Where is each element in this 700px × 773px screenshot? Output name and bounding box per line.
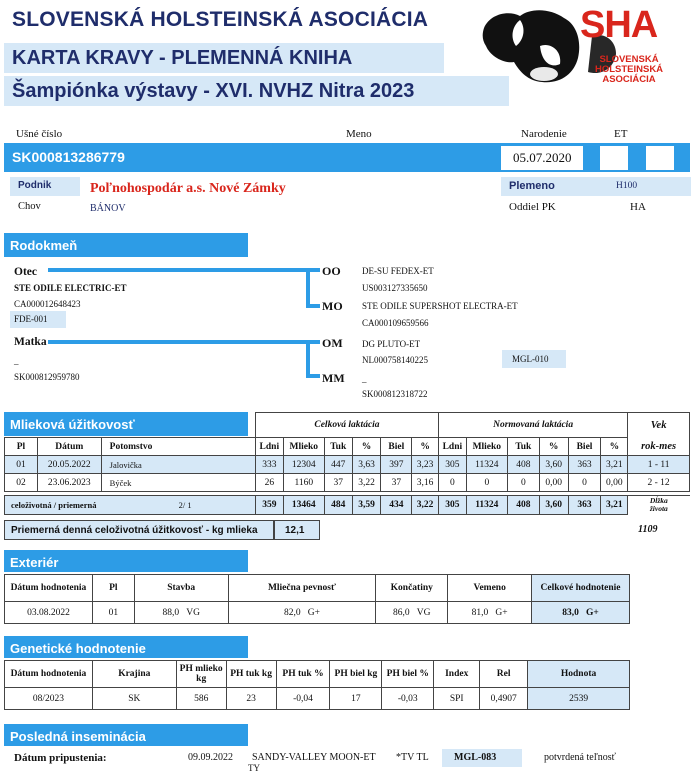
insem-code: MGL-083	[442, 749, 522, 767]
otec-line	[48, 268, 310, 272]
vek-header: Vek	[628, 413, 690, 438]
cell: 434	[381, 496, 412, 515]
avg-value: 12,1	[274, 520, 320, 540]
cell: 02	[5, 474, 38, 492]
mm-id: SK000812318722	[362, 389, 428, 399]
cell: 11324	[466, 496, 507, 515]
table-row	[5, 602, 630, 624]
cell: 0	[466, 474, 507, 492]
matka-id: SK000812959780	[14, 372, 80, 382]
om-label: OM	[322, 336, 343, 350]
col-n-mlieko: Mlieko	[466, 438, 507, 456]
cell: 363	[568, 496, 601, 515]
col-ph-mlieko: PH mlieko kg	[176, 661, 226, 688]
cell: 20.05.2022	[37, 456, 101, 474]
col-rel: Rel	[480, 661, 528, 688]
cell: Jalovička	[101, 456, 255, 474]
cell: -0,03	[382, 688, 434, 710]
chov-value: BÁNOV	[90, 203, 126, 214]
col-potomstvo: Potomstvo	[101, 438, 255, 456]
podnik-label: Podnik	[18, 180, 52, 191]
matka-name: _	[14, 356, 19, 366]
col-ph-tuk-kg: PH tuk kg	[226, 661, 276, 688]
normovana-header: Normovaná laktácia	[438, 413, 627, 438]
avg-label: Priemerná denná celoživotná úžitkovosť - kg mlieka	[4, 520, 274, 540]
mliecna-num: 82,0	[283, 607, 301, 618]
col-vemeno: Vemeno	[448, 575, 532, 602]
cell-stavba	[134, 602, 228, 624]
card-title: KARTA KRAVY - PLEMENNÁ KNIHA	[4, 43, 444, 73]
cell: 17	[330, 688, 382, 710]
logo-line2: HOLSTEINSKÁ ASOCIÁCIA	[594, 64, 664, 85]
total-label: celoživotná / priemerná	[11, 500, 97, 510]
cell: 359	[255, 496, 283, 515]
et-box-2	[646, 146, 674, 170]
oddiel-value: HA	[630, 201, 646, 213]
cell: 3,59	[352, 496, 381, 515]
oo-name: DE-SU FEDEX-ET	[362, 266, 434, 276]
meno-label: Meno	[346, 128, 372, 140]
usne-value: SK000813286779	[12, 149, 125, 165]
insem-tv: *TV TL	[396, 752, 429, 763]
otec-oo-line	[310, 268, 320, 272]
cell: 3,22	[412, 496, 439, 515]
col-tuk-pct: %	[352, 438, 381, 456]
otec-name: STE ODILE ELECTRIC-ET	[14, 283, 127, 293]
cell: 0,00	[539, 474, 568, 492]
col-n-ldni: Ldni	[438, 438, 466, 456]
dlzka-line1: Dĺžka	[649, 496, 668, 506]
cell: Býček	[101, 474, 255, 492]
mm-label: MM	[322, 371, 345, 385]
otec-vline	[306, 268, 310, 308]
cell-koncatiny	[376, 602, 448, 624]
oo-label: OO	[322, 264, 341, 278]
total-label-cell	[5, 496, 256, 515]
logo-subtitle	[568, 55, 690, 85]
insem-header: Posledná inseminácia	[4, 724, 248, 746]
dlzka-line2: života	[649, 504, 668, 514]
cell: 23	[226, 688, 276, 710]
logo-mark: SHA	[580, 4, 658, 46]
cell: 3,23	[412, 456, 439, 474]
col-n-biel: Biel	[568, 438, 601, 456]
cell: 26	[255, 474, 283, 492]
col-pl: Pl	[5, 438, 38, 456]
cell: 408	[507, 496, 539, 515]
cell: 01	[5, 456, 38, 474]
matka-label: Matka	[14, 336, 47, 348]
vemeno-num: 81,0	[471, 607, 489, 618]
cell: 13464	[283, 496, 324, 515]
insem-bull: SANDY-VALLEY MOON-ET	[252, 752, 376, 763]
total-count: 2/ 1	[178, 500, 192, 510]
cell: 3,63	[352, 456, 381, 474]
col-tuk: Tuk	[324, 438, 352, 456]
narodenie-value: 05.07.2020	[501, 146, 583, 170]
col-pl: Pl	[92, 575, 134, 602]
et-box-1	[600, 146, 628, 170]
cell: 0	[507, 474, 539, 492]
col-biel-pct: %	[412, 438, 439, 456]
table-row	[5, 688, 630, 710]
podnik-value: Poľnohospodár a.s. Nové Zámky	[90, 181, 286, 196]
org-title: SLOVENSKÁ HOLSTEINSKÁ ASOCIÁCIA	[12, 8, 429, 31]
insem-label: Dátum pripustenia:	[14, 752, 107, 764]
celkove-grade: G+	[586, 607, 599, 618]
otec-id: CA000012648423	[14, 299, 81, 309]
cell: SPI	[434, 688, 480, 710]
cell: 333	[255, 456, 283, 474]
milk-table	[4, 412, 690, 515]
cell: 1 - 11	[628, 456, 690, 474]
col-celkove: Celkové hodnotenie	[532, 575, 630, 602]
cell: 363	[568, 456, 601, 474]
plemeno-label: Plemeno	[509, 180, 555, 192]
insem-date: 09.09.2022	[188, 752, 233, 763]
col-datum: Dátum	[37, 438, 101, 456]
insem-status: potvrdená teľnosť	[544, 752, 616, 763]
col-n-tuk-pct: %	[539, 438, 568, 456]
matka-mm-line	[306, 374, 320, 378]
col-biel: Biel	[381, 438, 412, 456]
matka-vline	[306, 340, 310, 378]
stavba-grade: VG	[186, 607, 200, 618]
exterier-table	[4, 574, 630, 624]
cell: 0,4907	[480, 688, 528, 710]
et-label: ET	[614, 128, 628, 140]
koncatiny-grade: VG	[416, 607, 431, 618]
usne-label: Ušné číslo	[16, 128, 63, 140]
cell: 397	[381, 456, 412, 474]
event-title: Šampiónka výstavy - XVI. NVHZ Nitra 2023	[4, 76, 509, 106]
koncatiny-num: 86,0	[393, 607, 410, 618]
oddiel-label: Oddiel PK	[509, 201, 556, 213]
col-ldni: Ldni	[255, 438, 283, 456]
col-datum-hodn: Dátum hodnotenia	[5, 575, 93, 602]
col-ph-tuk-pct: PH tuk %	[276, 661, 330, 688]
vemeno-grade: G+	[495, 607, 508, 618]
celkova-header: Celková laktácia	[255, 413, 438, 438]
cell: 37	[381, 474, 412, 492]
cell: 2 - 12	[628, 474, 690, 492]
total-row	[5, 496, 690, 515]
cell: 0	[568, 474, 601, 492]
mo-label: MO	[322, 299, 343, 313]
cell: 586	[176, 688, 226, 710]
cell: 03.08.2022	[5, 602, 93, 624]
mo-id: CA000109659566	[362, 318, 429, 328]
dlzka-value: 1109	[638, 524, 658, 535]
cell: 08/2023	[5, 688, 93, 710]
cell: 3,22	[352, 474, 381, 492]
dlzka-label	[628, 496, 690, 515]
logo-line1: SLOVENSKÁ	[599, 54, 659, 65]
stavba-num: 88,0	[162, 607, 180, 618]
cell: 37	[324, 474, 352, 492]
om-code: MGL-010	[502, 350, 566, 368]
mliecna-grade: G+	[307, 607, 320, 618]
cell: 3,60	[539, 496, 568, 515]
table-row	[5, 474, 690, 492]
col-krajina: Krajina	[92, 661, 176, 688]
cell: 447	[324, 456, 352, 474]
cell: 484	[324, 496, 352, 515]
narodenie-label: Narodenie	[521, 128, 567, 140]
cell: 3,60	[539, 456, 568, 474]
cell: 3,21	[601, 456, 628, 474]
cell: 23.06.2023	[37, 474, 101, 492]
cell: 1160	[283, 474, 324, 492]
insem-tv2: TY	[248, 763, 260, 773]
cell-celkove	[532, 602, 630, 624]
otec-label: Otec	[14, 266, 37, 278]
cell: 3,21	[601, 496, 628, 515]
col-gen-datum: Dátum hodnotenia	[5, 661, 93, 688]
cell: 0,00	[601, 474, 628, 492]
cell: 11324	[466, 456, 507, 474]
col-index: Index	[434, 661, 480, 688]
col-koncatiny: Končatiny	[376, 575, 448, 602]
cell: 3,16	[412, 474, 439, 492]
milk-header: Mlieková úžitkovosť	[4, 412, 248, 436]
cell: 01	[92, 602, 134, 624]
om-name: DG PLUTO-ET	[362, 339, 421, 349]
col-n-biel-pct: %	[601, 438, 628, 456]
col-ph-biel-pct: PH biel %	[382, 661, 434, 688]
cell: 2539	[528, 688, 630, 710]
matka-line	[48, 340, 310, 344]
table-row	[5, 456, 690, 474]
cell: 408	[507, 456, 539, 474]
cell: 12304	[283, 456, 324, 474]
genetic-table	[4, 660, 630, 710]
col-mlieko: Mlieko	[283, 438, 324, 456]
col-stavba: Stavba	[134, 575, 228, 602]
cell: 0	[438, 474, 466, 492]
otec-code: FDE-001	[10, 311, 66, 328]
col-n-tuk: Tuk	[507, 438, 539, 456]
cell: -0,04	[276, 688, 330, 710]
cell: 305	[438, 456, 466, 474]
cell: 305	[438, 496, 466, 515]
om-id: NL000758140225	[362, 355, 428, 365]
oo-id: US003127335650	[362, 283, 428, 293]
cell: SK	[92, 688, 176, 710]
celkove-num: 83,0	[562, 607, 579, 618]
genetic-header: Genetické hodnotenie	[4, 636, 248, 658]
rodokmen-header: Rodokmeň	[4, 233, 248, 257]
col-hodnota: Hodnota	[528, 661, 630, 688]
otec-mo-line	[306, 304, 320, 308]
plemeno-value: H100	[616, 181, 638, 191]
col-mliecna: Mliečna pevnosť	[228, 575, 376, 602]
matka-om-line	[310, 340, 320, 344]
cell-mliecna	[228, 602, 376, 624]
mm-name: _	[362, 374, 367, 384]
chov-label: Chov	[18, 201, 41, 212]
mo-name: STE ODILE SUPERSHOT ELECTRA-ET	[362, 301, 518, 311]
col-ph-biel-kg: PH biel kg	[330, 661, 382, 688]
exterier-header: Exteriér	[4, 550, 248, 572]
col-rokmes: rok-mes	[628, 438, 690, 456]
cell-vemeno	[448, 602, 532, 624]
